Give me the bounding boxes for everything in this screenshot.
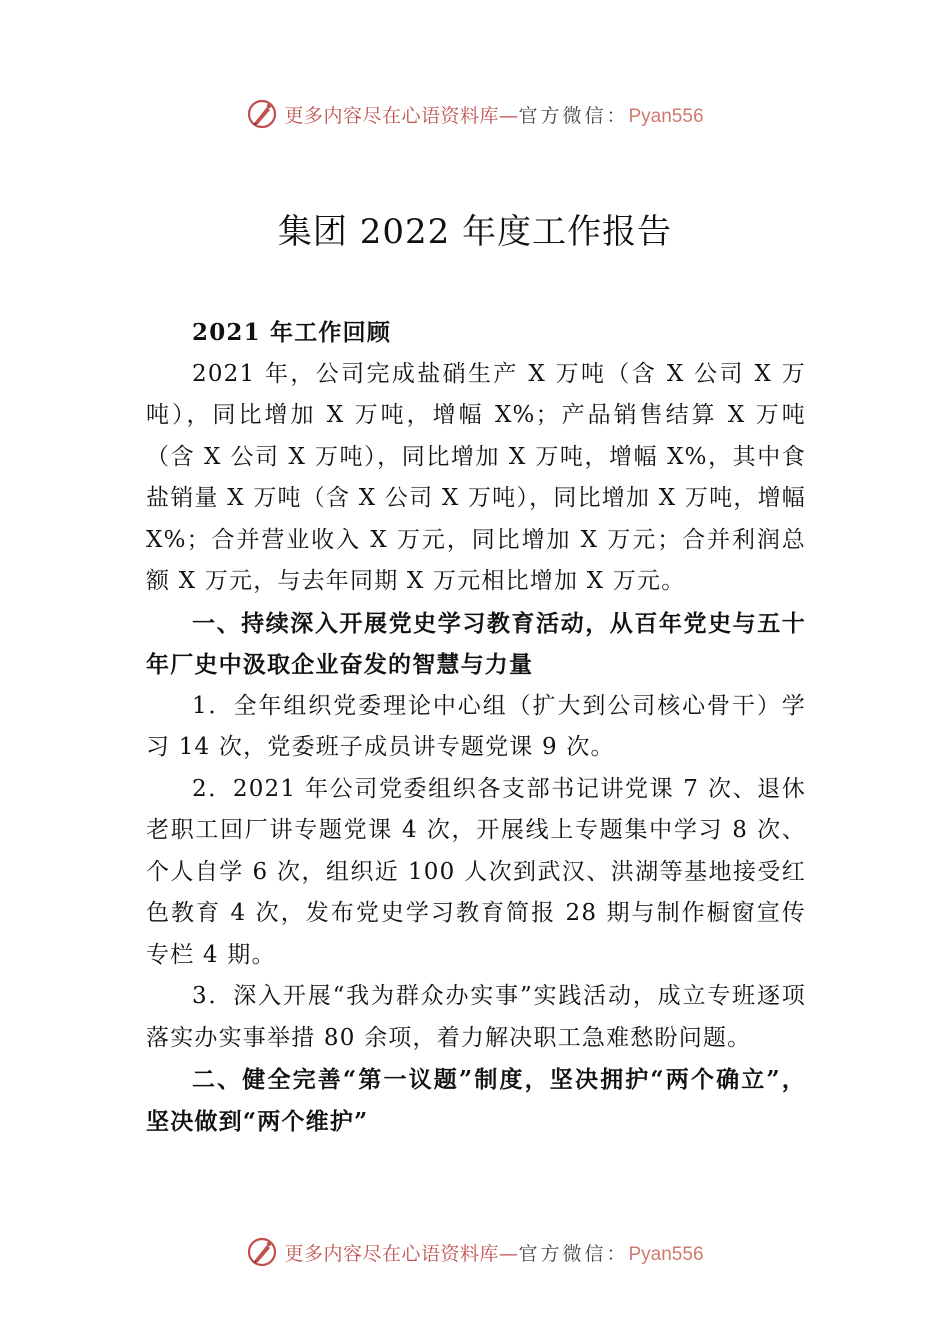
- watermark-text: [284, 1239, 703, 1266]
- watermark-dash: —: [498, 104, 519, 127]
- watermark-official-label: 官方微信：: [518, 1242, 629, 1265]
- paragraph-item-1: 1．全年组织党委理论中心组（扩大到公司核心骨干）学习 14 次，党委班子成员讲专题党课 9 次。: [146, 692, 806, 760]
- watermark-banner-top: [0, 94, 950, 134]
- section-heading-1: 一、持续深入开展党史学习教育活动，从百年党史与五十年厂史中汲取企业奋发的智慧与力量: [146, 609, 806, 678]
- watermark-text: [284, 101, 703, 128]
- section-heading-2: 二、健全完善“第一议题”制度，坚决拥护“两个确立”，坚决做到“两个维护”: [146, 1066, 806, 1135]
- document-title: 集团 2022 年度工作报告: [277, 212, 673, 252]
- paragraph-summary: 2021 年，公司完成盐硝生产 X 万吨（含 X 公司 X 万吨），同比增加 X 万吨，增幅 X%；产品销售结算 X 万吨（含 X 公司 X 万吨），同比增加 X 万吨，增幅 X%，其中食盐销量 X 万吨（含 X 公司 X 万吨），同比增加 X 万吨，增幅 X%；合并营业收入 X 万元，同比增加 X 万元；合并利润总额 X 万元，与去年同期 X 万元相比增加 X 万元。: [146, 360, 806, 594]
- watermark-main-text: 更多内容尽在心语资料库: [284, 104, 499, 127]
- paragraph-item-2: 2．2021 年公司党委组织各支部书记讲党课 7 次、退休老职工回厂讲专题党课 4 次，开展线上专题集中学习 8 次、个人自学 6 次，组织近 100 人次到武汉、洪湖等基地接受红色教育 4 次，发布党史学习教育简报 28 期与制作橱窗宣传专栏 4 期。: [146, 775, 806, 968]
- section-heading-review: 2021 年工作回顾: [192, 319, 392, 346]
- watermark-dash: —: [498, 1242, 519, 1265]
- watermark-main-text: 更多内容尽在心语资料库: [284, 1242, 499, 1265]
- pen-circle-icon: [246, 1236, 278, 1268]
- pen-circle-icon: [246, 98, 278, 130]
- watermark-account: Pyan556: [628, 105, 704, 127]
- watermark-banner-bottom: [0, 1232, 950, 1272]
- watermark-account: Pyan556: [628, 1243, 704, 1265]
- document-body: [146, 312, 806, 1142]
- watermark-official-label: 官方微信：: [518, 104, 629, 127]
- paragraph-item-3: 3．深入开展“我为群众办实事”实践活动，成立专班逐项落实办实事举措 80 余项，着力解决职工急难愁盼问题。: [146, 983, 806, 1051]
